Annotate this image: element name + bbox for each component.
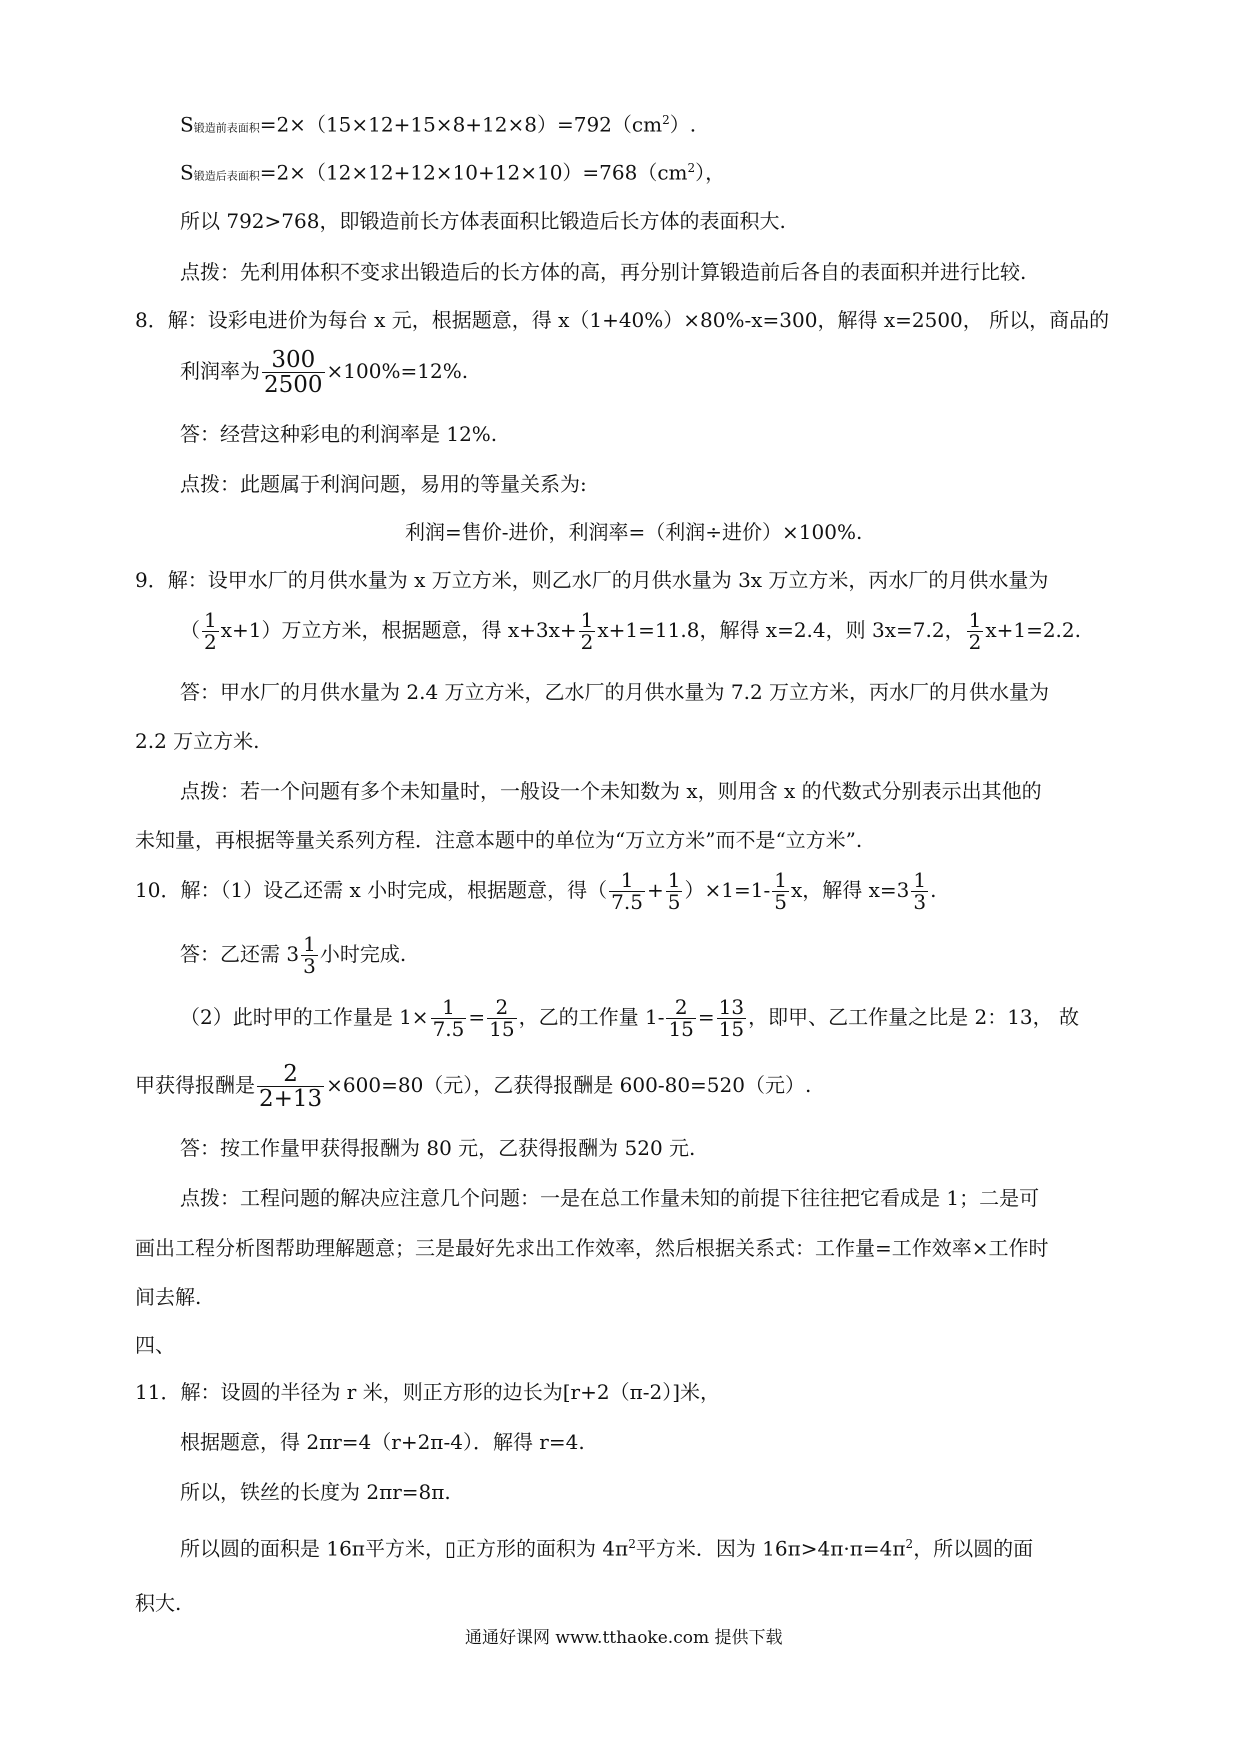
hint-7: 点拨：先利用体积不变求出锻造后的长方体的高，再分别计算锻造前后各自的表面积并进行比较. (180, 260, 1027, 284)
area-comparison-line: 所以圆的面积是 16π平方米，▯正方形的面积为 $4\pi^2$平方米．因为 $16\pi>4\pi\cdot\pi=4\pi^2$，所以圆的面 (180, 1536, 1034, 1561)
fraction-1-7.5-b: $\frac{1}{7.5}$ (432, 995, 465, 1041)
hint-10-part3: 间去解. (135, 1285, 202, 1309)
fraction-1-5-a: $\frac{1}{5}$ (667, 868, 681, 914)
hint-9-part1: 点拨：若一个问题有多个未知量时，一般设一个未知数为 x，则用含 x 的代数式分别表示出其他的 (180, 779, 1042, 803)
fraction-half-3: $\frac{1}{2}$ (968, 608, 982, 654)
fraction-2-15-a: $\frac{2}{15}$ (489, 995, 515, 1041)
profit-rate-line: 利润率为 $\frac{300}{2500}$ ×100%=12%. (180, 347, 469, 399)
fraction-half-2: $\frac{1}{2}$ (580, 608, 594, 654)
fraction-2-over-2plus13: $\frac{2}{2+13}$ (259, 1061, 323, 1113)
area-conclusion: 积大. (135, 1591, 182, 1615)
surface-area-after-line: S锻造后表面积$=2\times(12\times 12+12\times 10+12\times 10)=768(cm^2)$， (180, 160, 726, 185)
answer-9-part1: 答：甲水厂的月供水量为 2.4 万立方米，乙水厂的月供水量为 7.2 万立方米，丙水厂的月供水量为 (180, 680, 1050, 704)
hint-9-part2: 未知量，再根据等量关系列方程．注意本题中的单位为“万立方米”而不是“立方米”. (135, 828, 863, 852)
problem-10-part1: 10．解：（1）设乙还需 x 小时完成，根据题意，得（ $\frac{1}{7.5}$ + $\frac{1}{5}$ ）×1=1- $\frac{1}{5}$ x，解得 x=3 $\frac{1}{3}$ . (135, 868, 937, 914)
answer-10-part1: 答：乙还需 3 $\frac{1}{3}$ 小时完成. (180, 932, 407, 978)
problem-11-solution: 11．解：设圆的半径为 r 米，则正方形的边长为[r+2（π-2）]米， (135, 1380, 720, 1404)
profit-formula: 利润=售价-进价，利润率=（利润÷进价）×100%. (405, 520, 863, 544)
hint-10-part2: 画出工程分析图帮助理解题意；三是最好先求出工作效率，然后根据关系式：工作量=工作效率×工作时 (135, 1236, 1049, 1260)
fraction-half-1: $\frac{1}{2}$ (204, 608, 217, 654)
problem-10-part2: （2）此时甲的工作量是 1× $\frac{1}{7.5}$ = $\frac{2}{15}$ ，乙的工作量 1- $\frac{2}{15}$ = $\frac{13}{15}$ ，即甲、乙工作量之比是 2：13， 故 (180, 995, 1080, 1041)
fraction-300-2500: $\frac{300}{2500}$ (264, 347, 323, 399)
fraction-1-3: $\frac{1}{3}$ (913, 868, 927, 914)
problem-8-solution: 8．解：设彩电进价为每台 x 元，根据题意，得 x（1+40%）×80%-x=300，解得 x=2500， 所以，商品的 (135, 308, 1110, 332)
hint-10-part1: 点拨：工程问题的解决应注意几个问题：一是在总工作量未知的前提下往往把它看成是 1；二是可 (180, 1186, 1040, 1210)
fraction-1-5-b: $\frac{1}{5}$ (774, 868, 787, 914)
surface-area-before-line: S锻造前表面积$=2\times(15\times 12+15\times 8+12\times 8)=792(cm^2)$. (180, 112, 697, 137)
answer-10-part2: 答：按工作量甲获得报酬为 80 元，乙获得报酬为 520 元. (180, 1136, 696, 1160)
conclusion-line: 所以 792>768，即锻造前长方体表面积比锻造后长方体的表面积大. (180, 209, 786, 233)
payment-line: 甲获得报酬是 $\frac{2}{2+13}$ ×600=80（元），乙获得报酬是 600-80=520（元）. (135, 1061, 812, 1113)
hint-8: 点拨：此题属于利润问题，易用的等量关系为: (180, 472, 587, 496)
answer-9-part2: 2.2 万立方米. (135, 729, 260, 753)
section-four-heading: 四、 (135, 1333, 175, 1357)
fraction-2-15-b: $\frac{2}{15}$ (668, 995, 694, 1041)
fraction-1-3-answer: $\frac{1}{3}$ (303, 932, 316, 978)
wire-length-line: 所以，铁丝的长度为 2πr=8π. (180, 1480, 451, 1504)
footer-source: 通通好课网 www.tthaoke.com 提供下载 (465, 1628, 783, 1648)
answer-8: 答：经营这种彩电的利润率是 12%. (180, 422, 498, 446)
fraction-1-7.5: $\frac{1}{7.5}$ (611, 868, 643, 914)
problem-9-solution: 9．解：设甲水厂的月供水量为 x 万立方米，则乙水厂的月供水量为 3x 万立方米，丙水厂的月供水量为 (135, 568, 1049, 592)
fraction-13-15: $\frac{13}{15}$ (718, 995, 745, 1041)
problem-11-equation: 根据题意，得 2πr=4（r+2π-4）．解得 r=4. (180, 1430, 585, 1454)
problem-9-equation: （ $\frac{1}{2}$ x+1）万立方米，根据题意，得 x+3x+ $\frac{1}{2}$ x+1=11.8，解得 x=2.4，则 3x=7.2， $\frac{1}{2}$ x+1=2.2. (180, 608, 1081, 654)
